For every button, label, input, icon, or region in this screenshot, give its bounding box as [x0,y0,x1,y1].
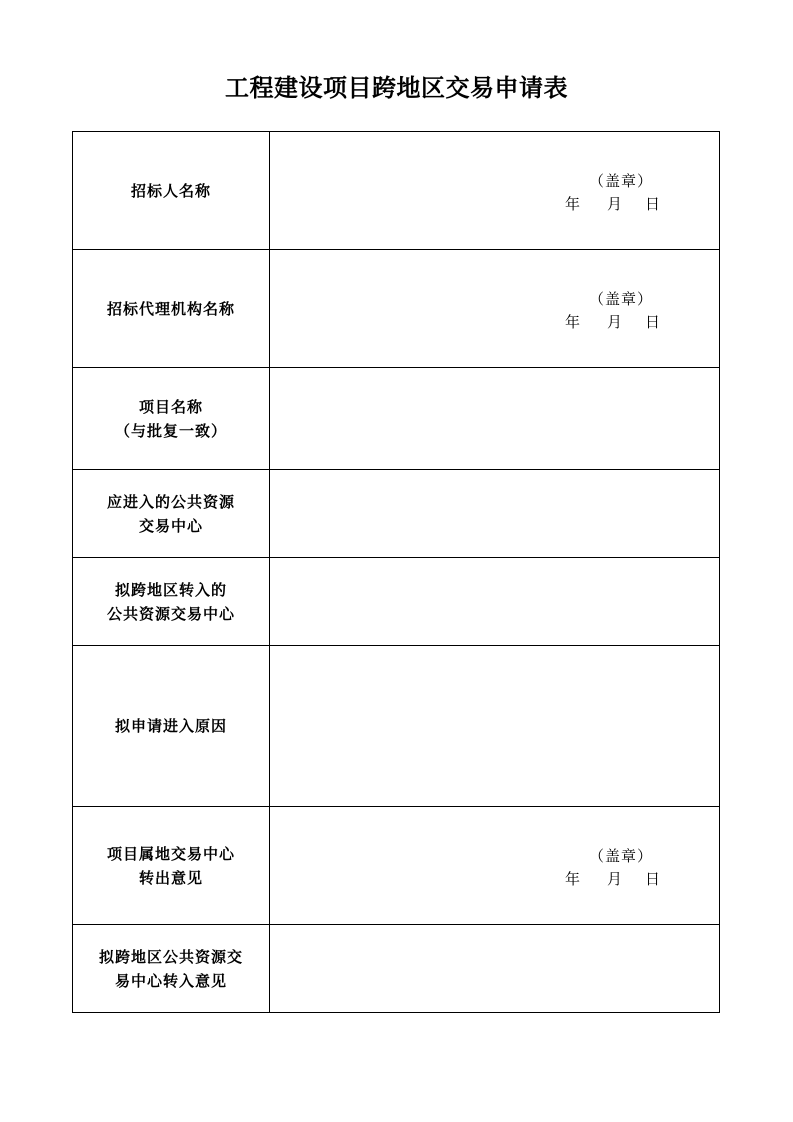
date-line [565,193,715,216]
label-line: 转出意见 [138,868,203,887]
field-transfer-opinion[interactable] [270,925,720,1013]
seal-note: （盖章） [589,172,654,190]
month-label: 月 [607,195,623,213]
label-project-name [73,368,270,470]
seal-note: （盖章） [589,290,654,308]
form-row-local-opinion [73,807,720,925]
label-line: 拟跨地区转入的 [114,580,227,599]
label-line: 公共资源交易中心 [106,604,235,623]
label-line: 拟申请进入原因 [114,717,227,735]
seal-date-block [565,288,715,334]
form-title: 工程建设项目跨地区交易申请表 [225,74,568,102]
label-line: 项目属地交易中心 [106,844,235,863]
label-required-center [73,470,270,558]
form-row-reason [73,646,720,807]
month-label: 月 [607,870,623,888]
date-line [565,868,715,891]
seal-date-block [565,170,715,216]
day-label: 日 [645,870,661,888]
label-agency-name [73,250,270,368]
label-line: 应进入的公共资源 [106,492,235,511]
field-agency-name[interactable] [270,250,720,368]
form-row-required-center [73,470,720,558]
label-line: 易中心转入意见 [114,971,227,990]
year-label: 年 [565,313,581,331]
day-label: 日 [645,313,661,331]
field-required-center[interactable] [270,470,720,558]
label-transfer-opinion [73,925,270,1013]
year-label: 年 [565,870,581,888]
label-line: （与批复一致） [114,421,227,440]
date-line [565,311,715,334]
form-row-agency [73,250,720,368]
label-line: 项目名称 [138,397,203,416]
application-form-table [72,131,720,1013]
label-local-opinion [73,807,270,925]
month-label: 月 [607,313,623,331]
label-reason [73,646,270,807]
label-line: 招标代理机构名称 [106,299,235,318]
label-tenderer-name [73,132,270,250]
field-project-name[interactable] [270,368,720,470]
form-row-project-name [73,368,720,470]
form-row-tenderer [73,132,720,250]
label-line: 交易中心 [138,516,203,535]
label-line: 招标人名称 [130,181,211,200]
label-line: 拟跨地区公共资源交 [98,947,243,966]
field-tenderer-name[interactable] [270,132,720,250]
form-row-transfer-opinion [73,925,720,1013]
seal-note: （盖章） [589,847,654,865]
form-row-target-center [73,558,720,646]
day-label: 日 [645,195,661,213]
field-reason[interactable] [270,646,720,807]
field-local-opinion[interactable] [270,807,720,925]
seal-date-block [565,845,715,891]
field-target-center[interactable] [270,558,720,646]
label-target-center [73,558,270,646]
year-label: 年 [565,195,581,213]
